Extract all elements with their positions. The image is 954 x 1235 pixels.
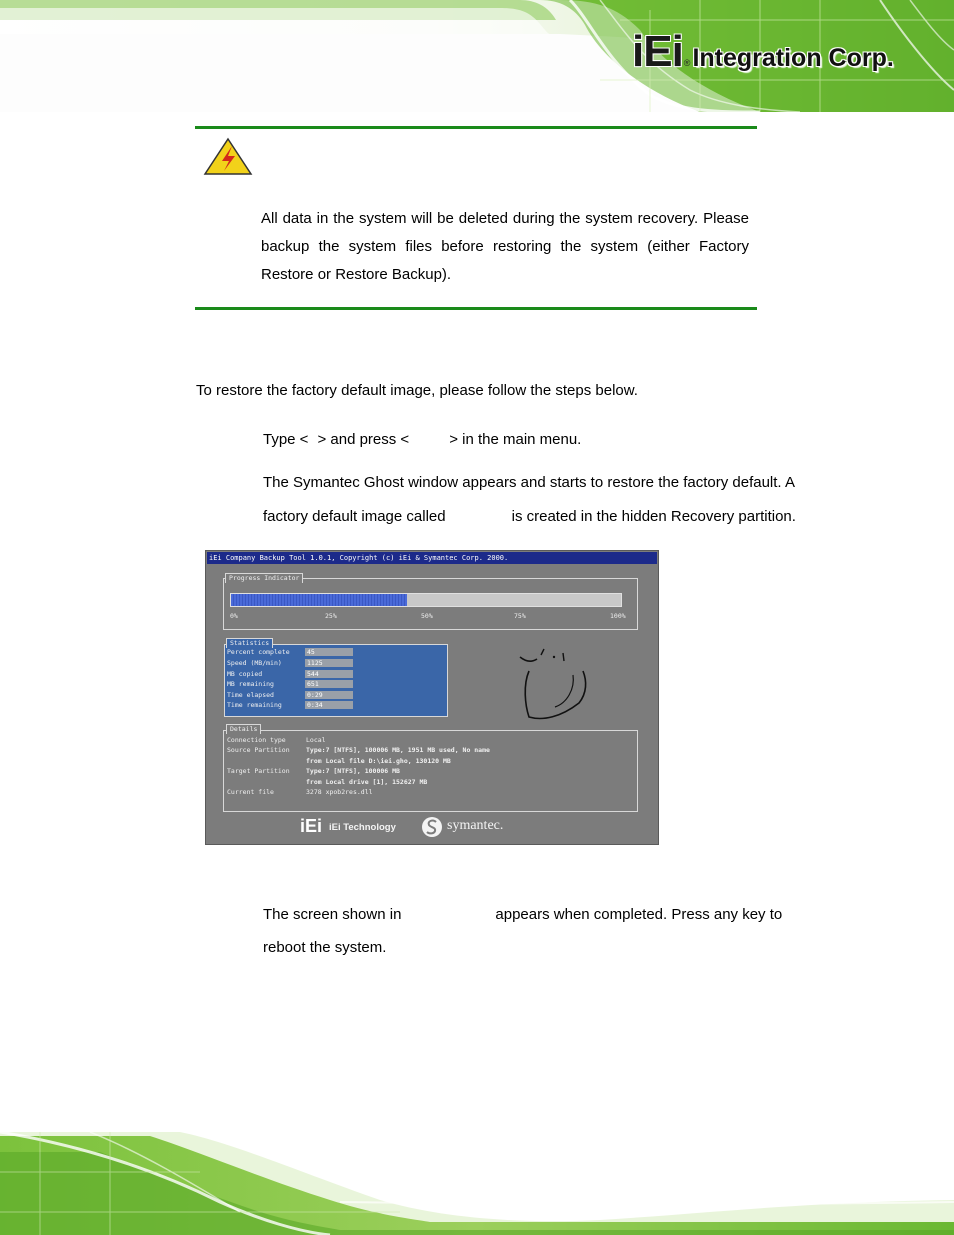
stat-value: 1125 [305, 659, 353, 667]
stat-label: Time remaining [227, 701, 282, 709]
tick-75: 75% [514, 612, 526, 620]
tick-0: 0% [230, 612, 238, 620]
detail-value: 3278 xpob2res.dll [306, 788, 373, 796]
stat-value: 0:29 [305, 691, 353, 699]
stat-row [227, 647, 447, 657]
statistics-legend: Statistics [226, 638, 273, 648]
symantec-logo-icon [421, 816, 443, 838]
ghost-title-bar: iEi Company Backup Tool 1.0.1, Copyright (c) iEi & Symantec Corp. 2000. [207, 552, 657, 564]
warning-text: All data in the system will be deleted during the system recovery. Please backup the system files before restoring the system (either Factory Restore or Restore Backup). [261, 210, 749, 283]
stat-row [227, 690, 447, 700]
ghost-mascot-icon [515, 645, 595, 725]
step2-after: is created in the hidden Recovery partition. [511, 508, 796, 525]
progress-legend: Progress Indicator [225, 573, 303, 583]
detail-value: from Local file D:\iei.gho, 130120 MB [306, 757, 451, 765]
detail-label: Target Partition [227, 767, 290, 775]
stat-value: 651 [305, 680, 353, 688]
logo-mark: iEi [632, 27, 683, 76]
stat-label: MB remaining [227, 680, 274, 688]
detail-label: Source Partition [227, 746, 290, 754]
detail-value: Type:7 [NTFS], 100006 MB, 1951 MB used, No name [306, 746, 490, 754]
step2-line2 [263, 507, 796, 527]
iei-brand-mark: iEi [300, 816, 323, 836]
tick-100: 100% [610, 612, 626, 620]
detail-value: from Local drive [1], 152627 MB [306, 778, 428, 786]
footer-banner [0, 1132, 954, 1235]
step3-line2: reboot the system. [263, 939, 387, 956]
step2-line1: The Symantec Ghost window appears and starts to restore the factory default. A [263, 474, 795, 491]
logo-text: Integration Corp. [692, 44, 894, 72]
stat-value: 0:34 [305, 701, 353, 709]
step1-text [263, 430, 581, 450]
stat-row [227, 669, 447, 679]
warning-triangle-icon [203, 137, 253, 177]
details-legend: Details [226, 724, 261, 734]
step1-middle: > and press < [317, 431, 410, 448]
stat-value: 45 [305, 648, 353, 656]
iei-brand-text: iEi Technology [329, 822, 396, 833]
stat-label: MB copied [227, 670, 263, 678]
stat-row [227, 658, 447, 668]
step2-before: factory default image called [263, 508, 446, 525]
tick-25: 25% [325, 612, 337, 620]
warning-top-rule [195, 126, 757, 129]
step3-after: appears when completed. Press any key to [495, 906, 783, 923]
tick-50: 50% [421, 612, 433, 620]
detail-value: Local [306, 736, 326, 744]
stat-value: 544 [305, 670, 353, 678]
stat-label: Percent complete [227, 648, 290, 656]
detail-value: Type:7 [NTFS], 100006 MB [306, 767, 400, 775]
stat-row [227, 679, 447, 689]
step1-before: Type < [263, 431, 309, 448]
step1-after: > in the main menu. [449, 431, 582, 448]
step3-before: The screen shown in [263, 906, 402, 923]
progress-bar-fill [231, 594, 407, 606]
step3-line1 [263, 905, 782, 925]
detail-label: Connection type [227, 736, 286, 744]
registered-mark: ® [683, 58, 691, 68]
intro-text: To restore the factory default image, please follow the steps below. [196, 382, 638, 399]
detail-label: Current file [227, 788, 274, 796]
symantec-brand-text: symantec. [447, 818, 504, 833]
company-logo [632, 27, 894, 76]
stat-label: Speed (MB/min) [227, 659, 282, 667]
stat-label: Time elapsed [227, 691, 274, 699]
progress-bar [230, 593, 622, 607]
warning-bottom-rule [195, 307, 757, 310]
stat-row [227, 700, 447, 710]
